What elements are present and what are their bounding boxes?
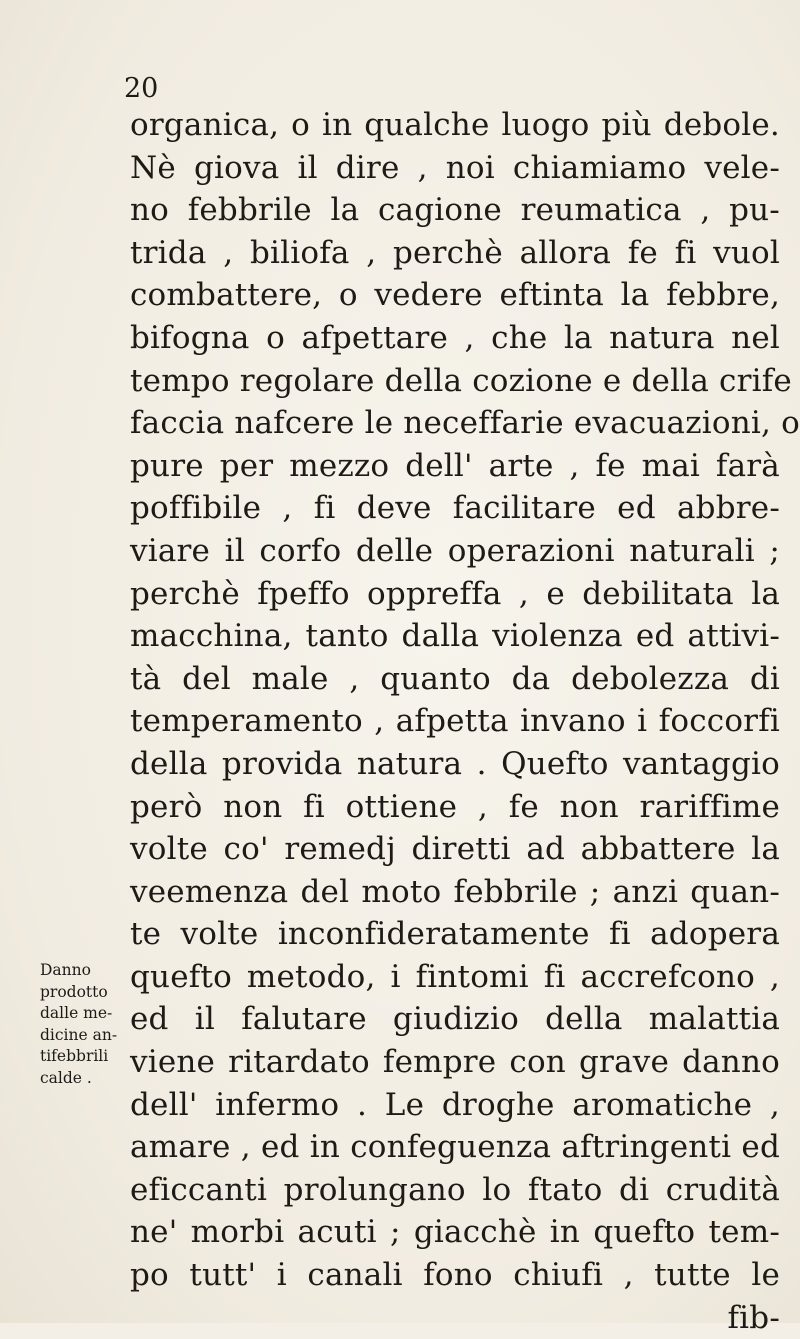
- text-line: fib-: [727, 1299, 780, 1336]
- text-line: po tutt' i canali fono chiufi , tutte le: [130, 1257, 780, 1294]
- text-line: quefto metodo, i fintomi fi accrefcono ,: [130, 958, 780, 995]
- margin-note: [40, 960, 124, 1089]
- text-line: combattere, o vedere eftinta la febbre,: [130, 277, 780, 314]
- margin-note-line: calde .: [40, 1068, 92, 1087]
- text-line: trida , biliofa , perchè allora fe fi vuol: [130, 234, 780, 271]
- text-line: ne' morbi acuti ; giacchè in quefto tem-: [130, 1214, 780, 1251]
- body-text: [130, 104, 800, 1339]
- text-line: pure per mezzo dell' arte , fe mai farà: [130, 447, 780, 484]
- text-line: ed il falutare giudizio della malattia: [130, 1001, 780, 1038]
- text-line: Nè giova il dire , noi chiamiamo vele-: [130, 149, 780, 186]
- margin-note-line: prodotto: [40, 982, 108, 1001]
- text-line: amare , ed in confeguenza aftringenti ed: [130, 1129, 780, 1166]
- text-line: te volte inconfideratamente fi adopera: [130, 916, 780, 953]
- text-line: volte co' remedj diretti ad abbattere la: [130, 831, 780, 868]
- page-number: 20: [124, 73, 159, 104]
- margin-note-line: Danno: [40, 961, 91, 979]
- text-line: faccia nafcere le neceffarie evacuazioni, o: [130, 405, 800, 442]
- margin-note-line: dalle me-: [40, 1004, 113, 1022]
- margin-note-line: tifebbrili: [40, 1047, 109, 1065]
- text-line: veemenza del moto febbrile ; anzi quan-: [130, 873, 780, 910]
- text-line: viene ritardato fempre con grave danno: [130, 1044, 780, 1081]
- text-line: dell' infermo . Le droghe aromatiche ,: [130, 1086, 780, 1123]
- text-line: poffibile , fi deve facilitare ed abbre-: [130, 490, 780, 527]
- text-line: bifogna o afpettare , che la natura nel: [130, 319, 780, 356]
- text-line: eficcanti prolungano lo ftato di crudità: [130, 1171, 780, 1208]
- text-line: organica, o in qualche luogo più debole.: [130, 107, 780, 143]
- text-line: no febbrile la cagione reumatica , pu-: [130, 192, 780, 229]
- text-line: però non fi ottiene , fe non rariffime: [130, 788, 780, 825]
- text-line: tempo regolare della cozione e della crife: [130, 362, 792, 399]
- text-line: tà del male , quanto da debolezza di: [130, 660, 780, 697]
- text-line: perchè fpeffo oppreffa , e debilitata la: [130, 575, 780, 612]
- text-line: temperamento , afpetta invano i foccorfi: [130, 703, 780, 740]
- text-line: viare il corfo delle operazioni naturali ;: [130, 532, 780, 569]
- text-line: macchina, tanto dalla violenza ed attivi-: [130, 618, 780, 655]
- margin-note-line: dicine an-: [40, 1025, 118, 1044]
- text-line: della provida natura . Quefto vantaggio: [130, 745, 780, 782]
